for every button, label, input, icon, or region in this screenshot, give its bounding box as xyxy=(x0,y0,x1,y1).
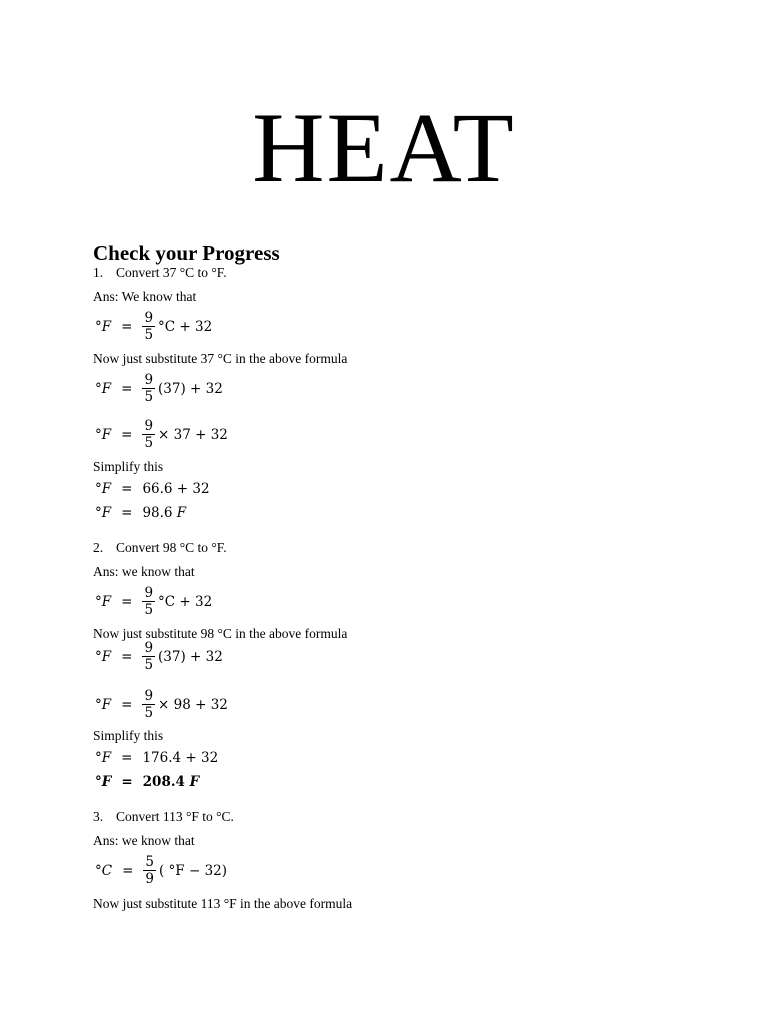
fraction: $\frac{9}{5}$ xyxy=(144,688,154,721)
page-title: HEAT xyxy=(252,92,516,203)
substitute-text: Now just substitute 113 °F in the above formula xyxy=(93,896,353,911)
equation-step: °F = $\frac{9}{5}$ (37) + 32 xyxy=(95,372,223,405)
equation-formula: °F = $\frac{9}{5}$ °C + 32 xyxy=(95,585,213,618)
equation-result: °F = 208.4 F xyxy=(95,774,200,790)
question-text: Convert 98 °C to °F. xyxy=(116,540,227,555)
substitute-text: Now just substitute 37 °C in the above formula xyxy=(93,351,348,366)
substitute-text: Now just substitute 98 °C in the above formula xyxy=(93,626,348,641)
question-number: 3. xyxy=(93,809,104,824)
answer-intro: Ans: we know that xyxy=(93,833,195,848)
equation-formula: °F = $\frac{9}{5}$ °C + 32 xyxy=(95,310,213,343)
simplify-text: Simplify this xyxy=(93,728,164,743)
fraction: $\frac{9}{5}$ xyxy=(144,640,154,673)
equation-step: °F = $\frac{9}{5}$ × 98 + 32 xyxy=(95,688,228,721)
question-text: Convert 37 °C to °F. xyxy=(116,265,227,280)
equation-step: °F = $\frac{9}{5}$ (37) + 32 xyxy=(95,640,223,673)
section-heading: Check your Progress xyxy=(93,241,280,265)
question-1 xyxy=(93,265,227,281)
question-number: 2. xyxy=(93,540,104,555)
equation-step: °F = 66.6 + 32 xyxy=(95,481,210,497)
question-text: Convert 113 °F to °C. xyxy=(116,809,234,824)
equation-formula: °C = $\frac{5}{9}$ ( °F − 32) xyxy=(95,854,228,887)
answer-intro: Ans: We know that xyxy=(93,289,197,304)
fraction: $\frac{9}{5}$ xyxy=(144,372,154,405)
fraction: $\frac{9}{5}$ xyxy=(144,418,154,451)
question-3 xyxy=(93,809,234,825)
question-2 xyxy=(93,540,227,556)
question-number: 1. xyxy=(93,265,104,280)
equation-step: °F = $\frac{9}{5}$ × 37 + 32 xyxy=(95,418,228,451)
simplify-text: Simplify this xyxy=(93,459,164,474)
equation-step: °F = 176.4 + 32 xyxy=(95,750,219,766)
fraction: $\frac{9}{5}$ xyxy=(144,310,154,343)
fraction: $\frac{9}{5}$ xyxy=(144,585,154,618)
fraction: $\frac{5}{9}$ xyxy=(145,854,154,887)
answer-intro: Ans: we know that xyxy=(93,564,195,579)
equation-result: °F = 98.6 F xyxy=(95,505,187,521)
